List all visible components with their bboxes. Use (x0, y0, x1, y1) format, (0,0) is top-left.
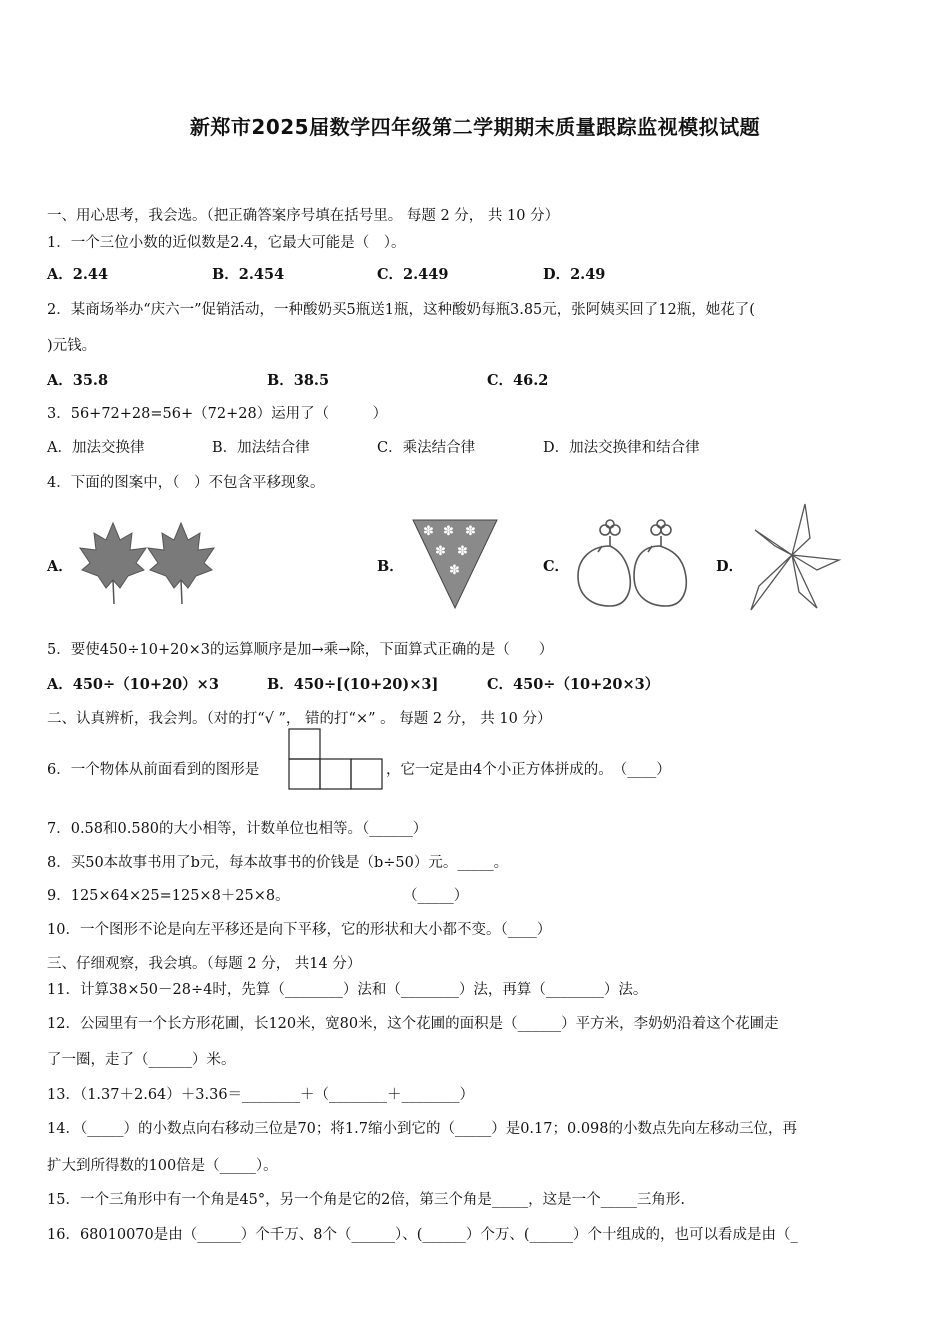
star-triangle-picture (410, 518, 500, 610)
q4-option-d[interactable]: D． (716, 558, 744, 575)
q4-option-a[interactable]: A． (47, 558, 73, 575)
section1-heading: 一、用心思考，我会选。（把正确答案序号填在括号里。 每题 2 分， 共 10 分） (47, 208, 560, 224)
maple-leaves-picture (76, 518, 226, 608)
question-15: 15．一个三角形中有一个角是45°，另一个角是它的2倍，第三个角是_____，这是一个_____三角形. (47, 1192, 685, 1208)
q2-option-a[interactable]: A．35.8 (47, 372, 109, 389)
q5-option-b[interactable]: B．450÷[(10+20)×3] (267, 676, 439, 693)
question-12-line2: 了一圈，走了（______）米。 (47, 1052, 236, 1068)
question-3: 3．56+72+28=56+（72+28）运用了（ ） (47, 406, 388, 422)
section3-heading: 三、仔细观察，我会填。（每题 2 分， 共14 分） (47, 956, 362, 972)
question-10: 10．一个图形不论是向左平移还是向下平移，它的形状和大小都不变。（____） (47, 922, 552, 938)
q5-option-c[interactable]: C．450÷（10+20×3） (487, 676, 660, 693)
question-16: 16．68010070是由（______）个千万、8个（______）、(______）个万、(______）个十组成的，也可以看成是由（_ (47, 1227, 798, 1243)
question-2-line2: )元钱。 (47, 338, 97, 354)
question-2-line1: 2．某商场举办“庆六一”促销活动，一种酸奶买5瓶送1瓶，这种酸奶每瓶3.85元，张阿姨买回了12瓶，她花了( (47, 302, 755, 318)
question-8: 8．买50本故事书用了b元，每本故事书的价钱是（b÷50）元。_____。 (47, 855, 509, 871)
q3-option-a[interactable]: A．加法交换律 (47, 440, 145, 456)
question-14-line2: 扩大到所得数的100倍是（_____）。 (47, 1158, 278, 1174)
q4-option-c[interactable]: C． (543, 558, 570, 575)
svg-text:✽: ✽ (423, 524, 434, 539)
q3-option-c[interactable]: C．乘法结合律 (377, 440, 476, 456)
question-13: 13．（1.37＋2.64）＋3.36＝________＋（________＋________） (47, 1087, 475, 1103)
question-9-answer-blank[interactable]: （_____） (403, 888, 469, 904)
hearts-picture (572, 518, 697, 613)
q1-option-d[interactable]: D．2.49 (543, 266, 606, 283)
q4-option-b[interactable]: B． (377, 558, 404, 575)
svg-text:✽: ✽ (443, 524, 454, 539)
q2-option-b[interactable]: B．38.5 (267, 372, 330, 389)
q1-option-c[interactable]: C．2.449 (377, 266, 449, 283)
q5-option-a[interactable]: A．450÷（10+20）×3 (47, 676, 219, 693)
question-1: 1．一个三位小数的近似数是2.4，它最大可能是（ ）。 (47, 235, 406, 251)
q3-option-b[interactable]: B．加法结合律 (212, 440, 310, 456)
pinwheel-picture (747, 500, 842, 615)
question-9: 9．125×64×25=125×8＋25×8。 (47, 888, 290, 904)
question-7: 7．0.58和0.580的大小相等，计数单位也相等。（______） (47, 821, 428, 837)
q2-option-c[interactable]: C．46.2 (487, 372, 549, 389)
svg-text:✽: ✽ (449, 563, 460, 578)
question-6-part1: 6．一个物体从前面看到的图形是 (47, 762, 260, 778)
question-6-part2: ，它一定是由4个小正方体拼成的。 （____） (386, 762, 671, 778)
question-12-line1: 12．公园里有一个长方形花圃，长120米，宽80米，这个花圃的面积是（______）平方米，李奶奶沿着这个花圃走 (47, 1016, 779, 1032)
q1-option-a[interactable]: A．2.44 (47, 266, 109, 283)
svg-text:✽: ✽ (435, 544, 446, 559)
question-11: 11．计算38×50－28÷4时，先算（________）法和（________）法，再算（________）法。 (47, 982, 648, 998)
svg-text:✽: ✽ (465, 524, 476, 539)
front-view-figure (287, 727, 385, 791)
question-4: 4．下面的图案中，（ ）不包含平移现象。 (47, 475, 325, 491)
section2-heading: 二、认真辨析，我会判。（对的打“√ ”， 错的打“×” 。 每题 2 分， 共 10 分） (47, 711, 552, 727)
question-5: 5．要使450÷10+20×3的运算顺序是加→乘→除，下面算式正确的是（ ） (47, 642, 554, 658)
svg-text:✽: ✽ (457, 544, 468, 559)
question-14-line1: 14．（_____）的小数点向右移动三位是70；将1.7缩小到它的（_____）是0.17；0.098的小数点先向左移动三位，再 (47, 1121, 798, 1137)
q1-option-b[interactable]: B．2.454 (212, 266, 285, 283)
page-title: 新郑市2025届数学四年级第二学期期末质量跟踪监视模拟试题 (189, 115, 761, 139)
q3-option-d[interactable]: D．加法交换律和结合律 (543, 440, 700, 456)
